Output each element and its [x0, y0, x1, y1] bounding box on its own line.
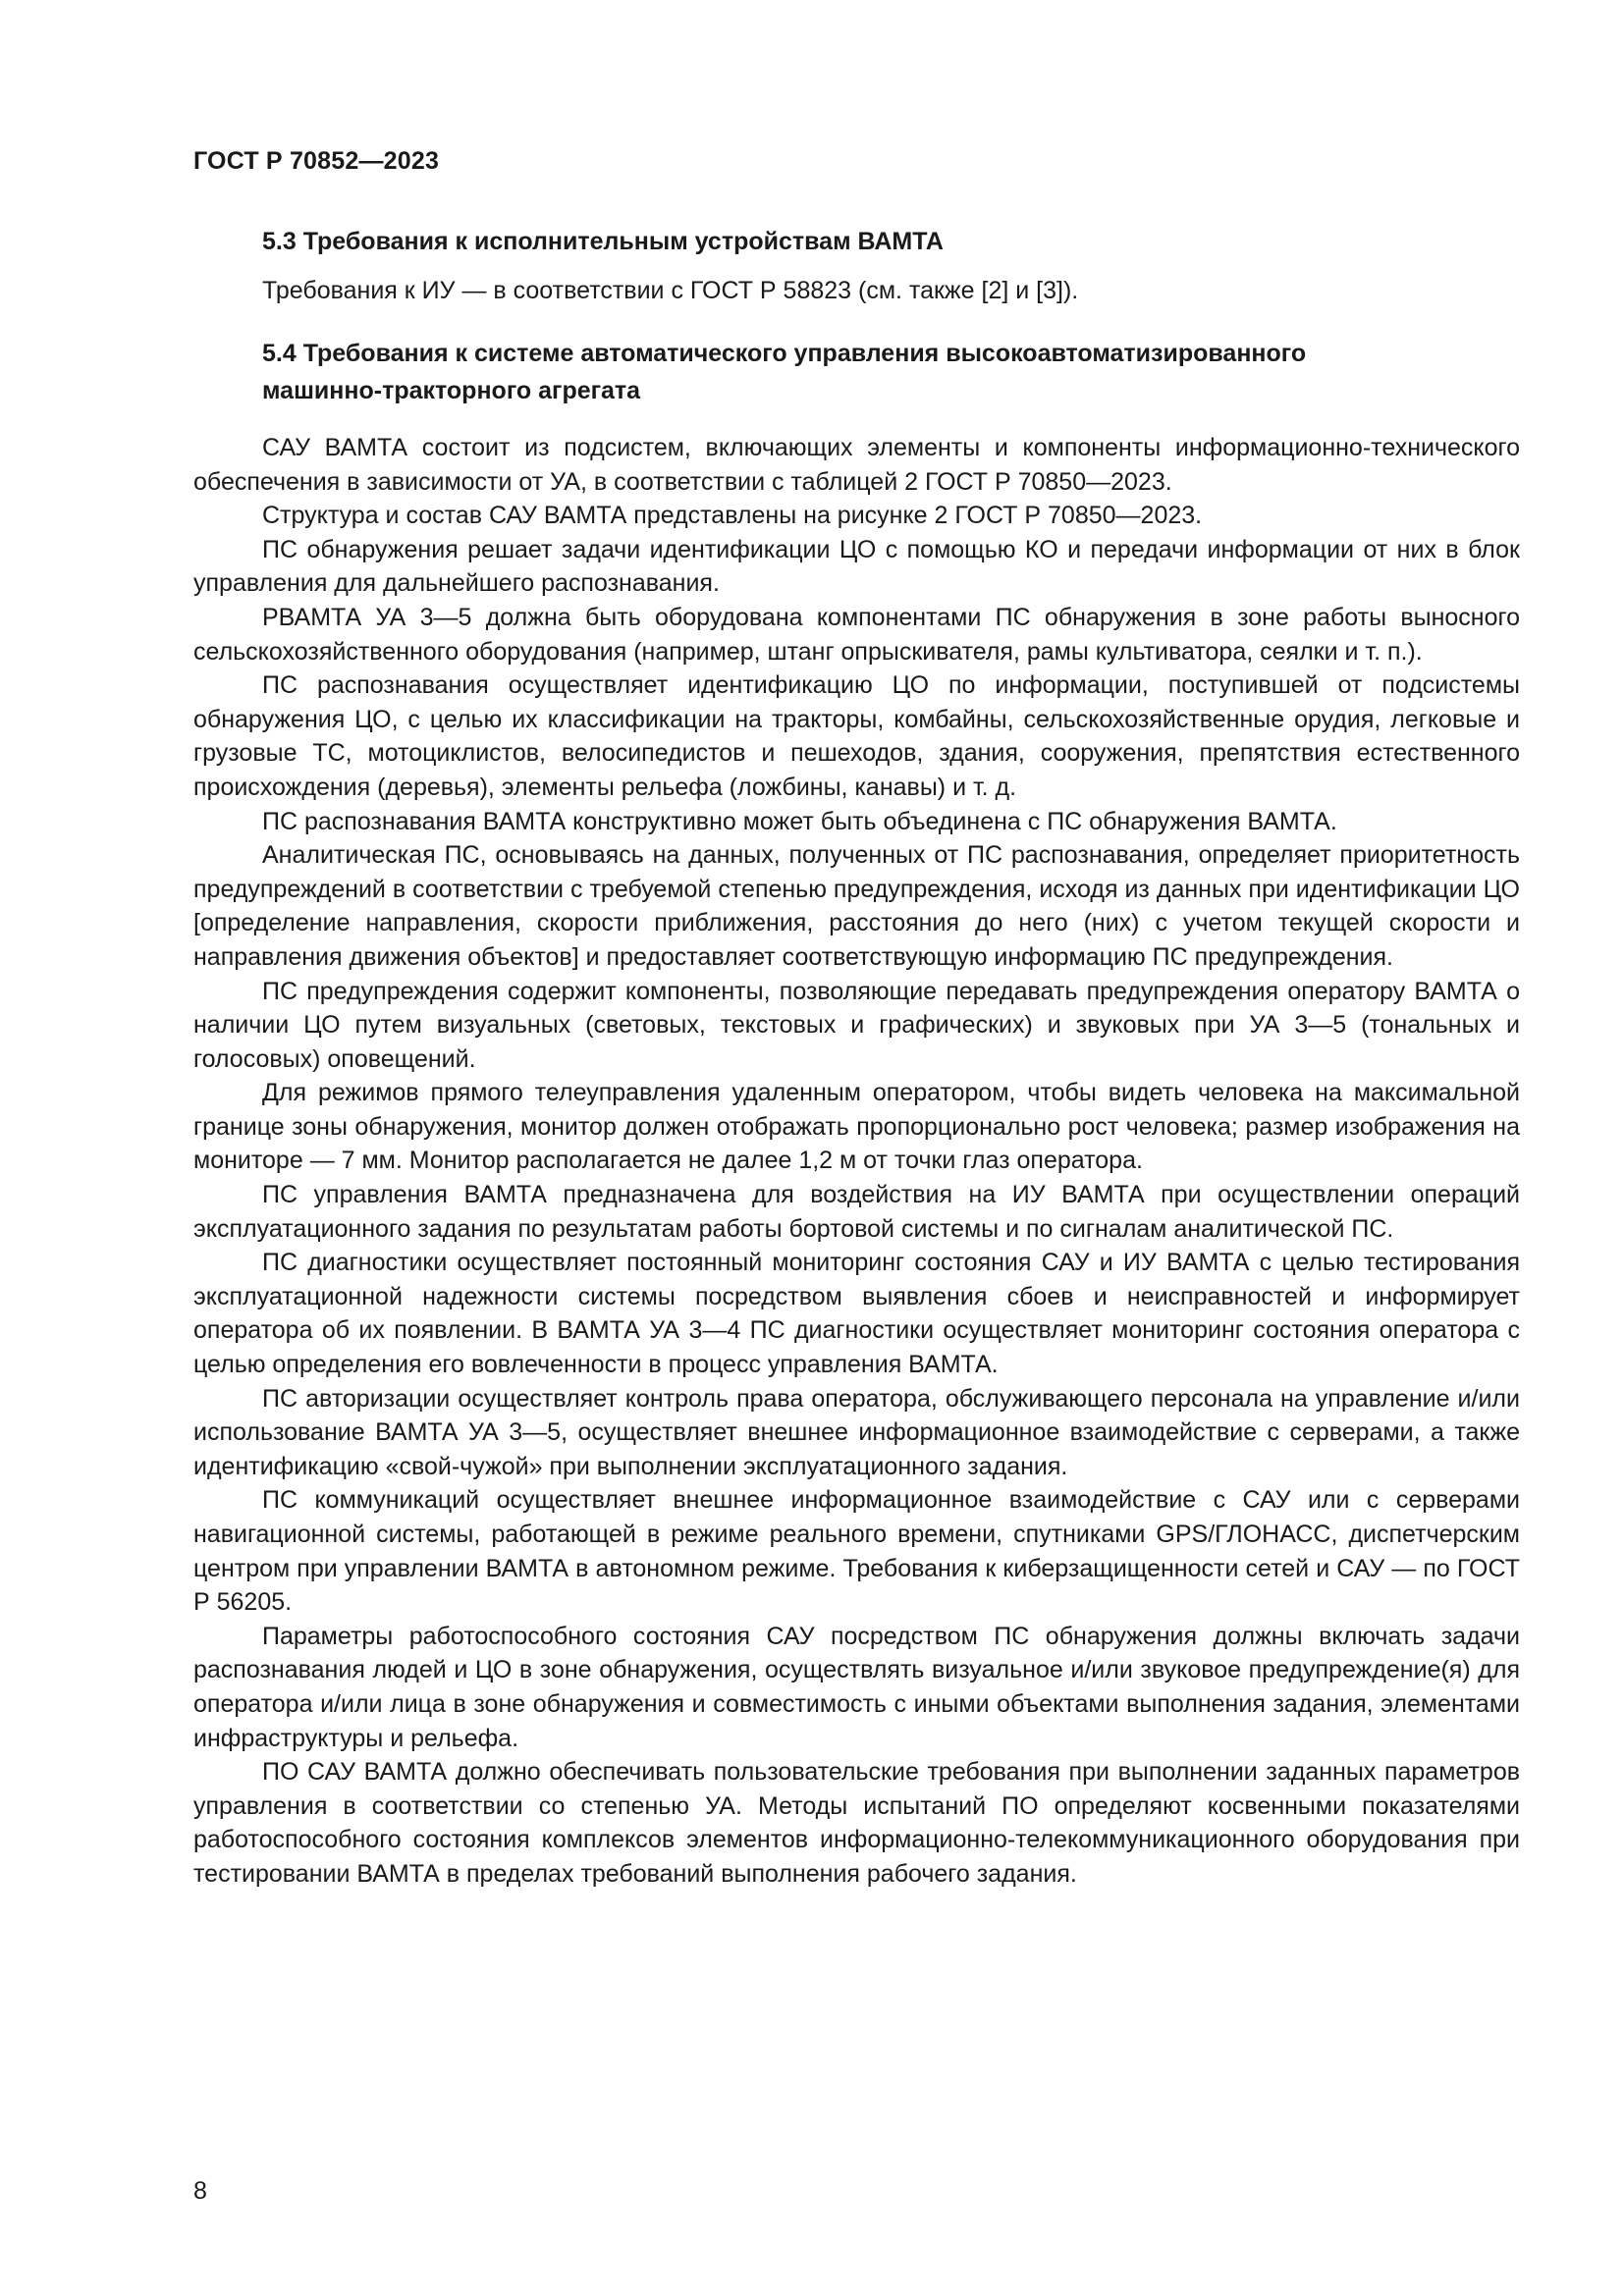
- paragraph: ПО САУ ВАМТА должно обеспечивать пользовательские требования при выполнении заданных параметров управления в соответствии со степенью УА. Методы испытаний ПО определяют косвенными показателями работоспособного состояния комплексов элементов информационно-телекоммуникационного оборудования при тестировании ВАМТА в пределах требований выполнения рабочего задания.: [193, 1758, 1520, 1888]
- paragraph: Для режимов прямого телеуправления удаленным оператором, чтобы видеть человека на максимальной границе зоны обнаружения, монитор должен отображать пропорционально рост человека; размер изображения на мониторе — 7 мм. Монитор располагается не далее 1,2 м от точки глаз оператора.: [193, 1079, 1520, 1175]
- paragraph: САУ ВАМТА состоит из подсистем, включающих элементы и компоненты информационно-технического обеспечения в зависимости от УА, в соответствии с таблицей 2 ГОСТ Р 70850—2023.: [193, 434, 1520, 496]
- paragraph: Структура и состав САУ ВАМТА представлены на рисунке 2 ГОСТ Р 70850—2023.: [262, 502, 1203, 530]
- section-5-4-heading-line1: 5.4 Требования к системе автоматического управления высокоавтоматизированного: [262, 340, 1307, 367]
- section-5-4-heading-line2: машинно-тракторного агрегата: [262, 377, 641, 404]
- paragraph: ПС распознавания осуществляет идентификацию ЦО по информации, поступившей от подсистемы обнаружения ЦО, с целью их классификации на тракторы, комбайны, сельскохозяйственные орудия, легковые и грузовые ТС, мотоциклистов, велосипедистов и пешеходов, здания, сооружения, препятствия естественного происхождения (деревья), элементы рельефа (ложбины, канавы) и т. д.: [193, 671, 1520, 801]
- section-5-3-text: Требования к ИУ — в соответствии с ГОСТ Р 58823 (см. также [2] и [3]).: [262, 277, 1079, 304]
- paragraph: РВАМТА УА 3—5 должна быть оборудована компонентами ПС обнаружения в зоне работы выносного сельскохозяйственного оборудования (например, штанг опрыскивателя, рамы культиватора, сеялки и т. п.).: [193, 603, 1520, 666]
- page-content: [193, 223, 1520, 1892]
- paragraph: ПС управления ВАМТА предназначена для воздействия на ИУ ВАМТА при осуществлении операций эксплуатационного задания по результатам работы бортовой системы и по сигналам аналитической ПС.: [193, 1181, 1520, 1243]
- paragraph: ПС предупреждения содержит компоненты, позволяющие передавать предупреждения оператору ВАМТА о наличии ЦО путем визуальных (световых, текстовых и графических) и звуковых при УА 3—5 (тональных и голосовых) оповещений.: [193, 977, 1520, 1073]
- paragraph: ПС диагностики осуществляет постоянный мониторинг состояния САУ и ИУ ВАМТА с целью тестирования эксплуатационной надежности системы посредством выявления сбоев и неисправностей и информирует оператора об их появлении. В ВАМТА УА 3—4 ПС диагностики осуществляет мониторинг состояния оператора с целью определения его вовлеченности в процесс управления ВАМТА.: [193, 1249, 1520, 1379]
- paragraph: ПС коммуникаций осуществляет внешнее информационное взаимодействие с САУ или с серверами навигационной системы, работающей в режиме реального времени, спутниками GPS/ГЛОНАСС, диспетчерским центром при управлении ВАМТА в автономном режиме. Требования к киберзащищенности сетей и САУ — по ГОСТ Р 56205.: [193, 1486, 1520, 1617]
- paragraph: Параметры работоспособного состояния САУ посредством ПС обнаружения должны включать задачи распознавания людей и ЦО в зоне обнаружения, осуществлять визуальное и/или звуковое предупреждение(я) для оператора и/или лица в зоне обнаружения и совместимость с иными объектами выполнения задания, элементами инфраструктуры и рельефа.: [193, 1622, 1520, 1752]
- section-5-3-heading: 5.3 Требования к исполнительным устройствам ВАМТА: [262, 228, 944, 255]
- page-number: 8: [193, 2177, 207, 2205]
- standard-id: ГОСТ Р 70852—2023: [193, 147, 440, 175]
- paragraph: ПС обнаружения решает задачи идентификации ЦО с помощью КО и передачи информации от них в блок управления для дальнейшего распознавания.: [193, 535, 1520, 598]
- paragraph: ПС распознавания ВАМТА конструктивно может быть объединена с ПС обнаружения ВАМТА.: [262, 807, 1337, 835]
- paragraph: ПС авторизации осуществляет контроль права оператора, обслуживающего персонала на управление и/или использование ВАМТА УА 3—5, осуществляет внешнее информационное взаимодействие с серверами, а также идентификацию «свой-чужой» при выполнении эксплуатационного задания.: [193, 1384, 1520, 1480]
- paragraph: Аналитическая ПС, основываясь на данных, полученных от ПС распознавания, определяет приоритетность предупреждений в соответствии с требуемой степенью предупреждения, исходя из данных при идентификации ЦО [определение направления, скорости приближения, расстояния до него (них) с учетом текущей скорости и направления движения объектов] и предоставляет соответствующую информацию ПС предупреждения.: [193, 841, 1520, 971]
